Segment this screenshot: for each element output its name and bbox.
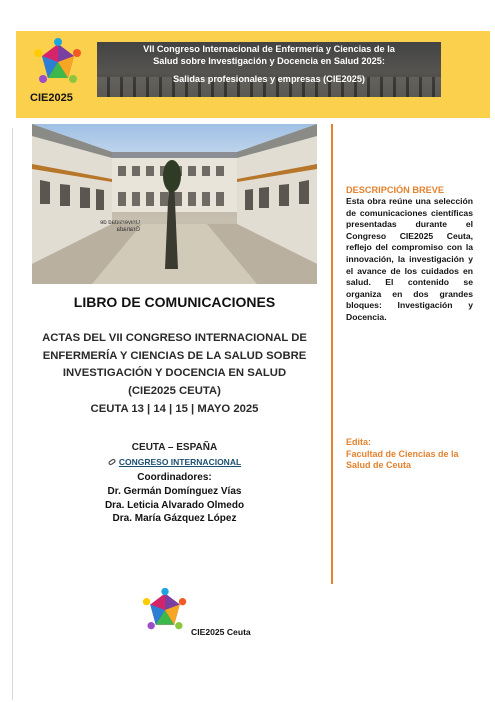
brand-label: CIE2025 [30,92,73,104]
coordinators-title: Coordinadores: [137,472,212,483]
event-location: CEUTA – ESPAÑA [131,442,218,453]
congress-link[interactable]: CONGRESO INTERNACIONAL [118,457,242,467]
event-dates: CEUTA 13 | 14 | 15 | MAYO 2025 [90,403,259,415]
banner-line: Salud sobre Investigación y Docencia en Salud 2025: [153,56,385,67]
description-text: Esta obra reúne una selección de comunicaciones científicas presentadas durante el Congreso CIE2025 Ceuta, reflejo del compromiso con la innovación, la investigación y el avance de los cuidados en salud. El contenido se organiza en dos grandes bloques: Investigación y Docencia. [346,196,473,322]
congress-link-row [28,457,321,467]
publisher-label: Edita: [346,437,372,447]
link-icon [108,458,116,466]
acts-line: INVESTIGACIÓN Y DOCENCIA EN SALUD [62,367,287,380]
cover-photo [32,124,317,284]
publisher-name: Facultad de Ciencias de la Salud de Ceuta [346,449,459,470]
acts-line: (CIE2025 CEUTA) [128,384,221,397]
column-divider [331,124,333,584]
congress-banner [97,42,441,97]
cie-logo-icon [32,36,84,88]
book-title: LIBRO DE COMUNICACIONES [73,294,276,310]
page-left-rule [12,128,13,700]
acts-line: ACTAS DEL VII CONGRESO INTERNACIONAL DE [42,332,307,344]
footer-brand: CIE2025 Ceuta [191,627,251,637]
description-title: DESCRIPCIÓN BREVE [346,185,445,195]
banner-line: VII Congreso Internacional de Enfermería y Ciencias de la [143,44,395,54]
coordinators-list [28,485,321,526]
coordinator-name: Dr. Germán Domínguez Vías [107,486,242,497]
cie-logo-bottom-icon [141,586,189,634]
coordinator-name: Dra. Leticia Alvarado Olmedo [104,499,245,511]
acts-title [28,330,321,400]
photo-sign: Universidad de Granada [99,220,140,233]
banner-line: Salidas profesionales y empresas (CIE2025) [172,73,365,84]
coordinator-name: Dra. María Gázquez López [112,513,237,525]
acts-line: ENFERMERÍA Y CIENCIAS DE LA SALUD SOBRE [42,349,307,362]
